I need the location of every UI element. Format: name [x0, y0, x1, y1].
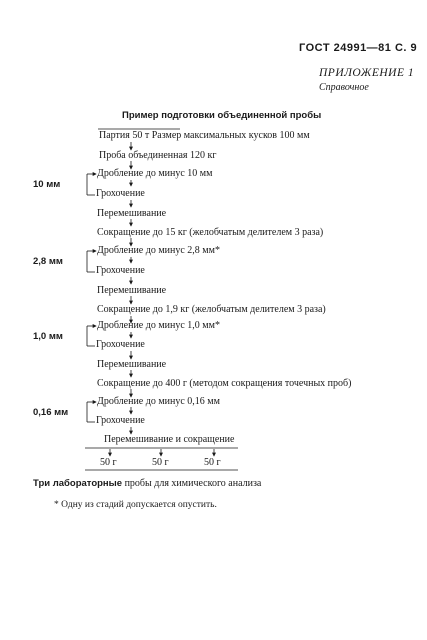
crushing-step: Дробление до минус 0,16 мм — [97, 396, 220, 407]
doc-reference: ГОСТ 24991—81 С. 9 — [299, 42, 418, 54]
footnote: * Одну из стадий допускается опустить. — [54, 500, 217, 510]
lab-samples-lead: Три лабораторные — [33, 478, 123, 489]
screening-step: Грохочение — [96, 188, 145, 199]
final-step: Перемешивание и сокращение — [104, 434, 235, 445]
screening-step: Грохочение — [96, 339, 145, 350]
lab-samples-rest: пробы для химического анализа — [124, 478, 262, 489]
screening-step: Грохочение — [96, 265, 145, 276]
crushing-step: Дробление до минус 2,8 мм* — [97, 245, 220, 256]
reduction-step: Сокращение до 15 кг (желобчатым делителем 3 раза) — [97, 227, 324, 238]
reduction-step: Сокращение до 400 г (методом сокращения точечных проб) — [97, 378, 352, 389]
crushing-step: Дробление до минус 10 мм — [97, 168, 213, 179]
mixing-step: Перемешивание — [97, 208, 167, 219]
lot-line: Партия 50 т Размер максимальных кусков 100 мм — [99, 130, 310, 141]
screening-step: Грохочение — [96, 415, 145, 426]
combined-sample: Проба объединенная 120 кг — [99, 150, 217, 161]
stage-size: 10 мм — [33, 179, 61, 190]
stage-size: 1,0 мм — [33, 331, 63, 342]
appendix-subtitle: Справочное — [319, 82, 369, 93]
portion: 50 г — [204, 457, 221, 468]
mixing-step: Перемешивание — [97, 359, 167, 370]
crushing-step: Дробление до минус 1,0 мм* — [97, 320, 220, 331]
appendix-title: ПРИЛОЖЕНИЕ 1 — [319, 67, 415, 79]
stage-size: 0,16 мм — [33, 407, 69, 418]
stage-size: 2,8 мм — [33, 256, 63, 267]
mixing-step: Перемешивание — [97, 285, 167, 296]
portion: 50 г — [152, 457, 169, 468]
lab-samples-line — [33, 478, 261, 489]
portion: 50 г — [100, 457, 117, 468]
scheme-title: Пример подготовки объединенной пробы — [122, 110, 322, 121]
reduction-step: Сокращение до 1,9 кг (желобчатым делителем 3 раза) — [97, 304, 326, 315]
